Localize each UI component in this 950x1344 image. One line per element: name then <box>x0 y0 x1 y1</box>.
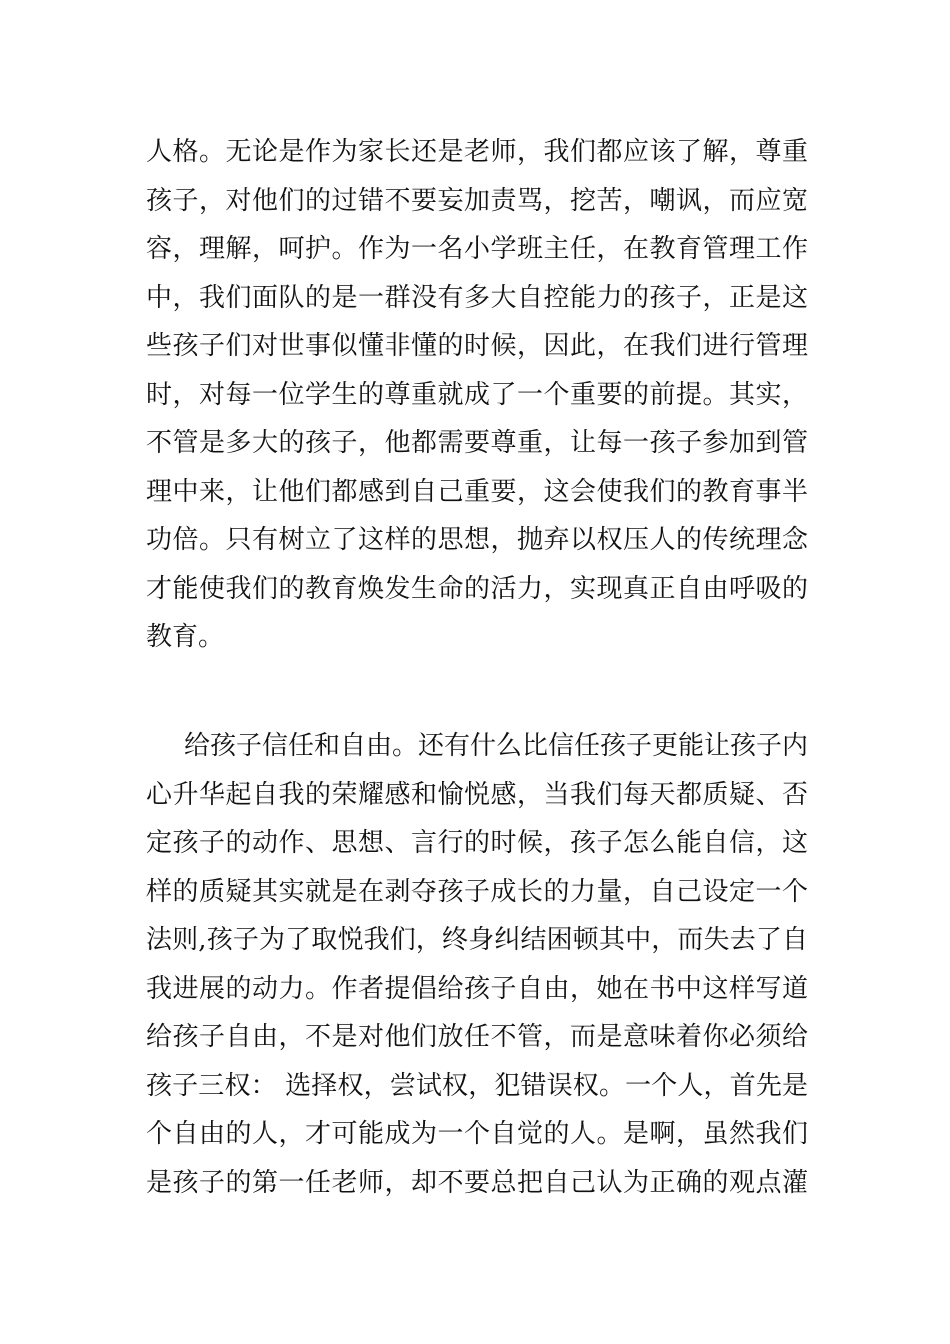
text-line: 才能使我们的教育焕发生命的活力，实现真正自由呼吸的 <box>146 573 808 604</box>
text-line: 孩子，对他们的过错不要妄加责骂，挖苦，嘲讽，而应宽 <box>146 185 808 216</box>
text-line: 是孩子的第一任老师，却不要总把自己认为正确的观点灌 <box>146 1167 808 1198</box>
text-line: 法则,孩子为了取悦我们，终身纠结困顿其中，而失去了自 <box>146 925 808 955</box>
text-line: 教育。 <box>146 622 225 652</box>
text-line: 我进展的动力。作者提倡给孩子自由，她在书中这样写道 <box>146 973 808 1004</box>
text-line: 人格。无论是作为家长还是老师，我们都应该了解，尊重 <box>146 137 808 167</box>
text-line: 容，理解，呵护。作为一名小学班主任，在教育管理工作 <box>146 234 808 264</box>
text-line: 孩子三权： 选择权，尝试权，犯错误权。一个人，首先是 <box>146 1070 808 1101</box>
text-line: 些孩子们对世事似懂非懂的时候，因此，在我们进行管理 <box>146 331 808 361</box>
text-line: 定孩子的动作、思想、言行的时候，孩子怎么能自信，这 <box>146 828 808 858</box>
text-line: 样的质疑其实就是在剥夺孩子成长的力量，自己设定一个 <box>146 876 808 907</box>
paragraph-respect <box>146 128 808 662</box>
text-line: 中，我们面队的是一群没有多大自控能力的孩子，正是这 <box>146 282 808 313</box>
text-line: 时，对每一位学生的尊重就成了一个重要的前提。其实， <box>146 379 808 410</box>
text-line: 给孩子信任和自由。还有什么比信任孩子更能让孩子内 <box>184 731 809 761</box>
text-line: 功倍。只有树立了这样的思想，抛弃以权压人的传统理念 <box>146 525 808 555</box>
text-line: 个自由的人，才可能成为一个自觉的人。是啊，虽然我们 <box>146 1119 808 1149</box>
text-line: 理中来，让他们都感到自己重要，这会使我们的教育事半 <box>146 476 808 507</box>
text-line: 不管是多大的孩子，他都需要尊重，让每一孩子参加到管 <box>146 428 808 458</box>
text-line: 给孩子自由，不是对他们放任不管，而是意味着你必须给 <box>146 1022 808 1052</box>
paragraph-trust-freedom <box>146 722 808 1207</box>
text-line: 心升华起自我的荣耀感和愉悦感，当我们每天都质疑、否 <box>146 779 808 810</box>
